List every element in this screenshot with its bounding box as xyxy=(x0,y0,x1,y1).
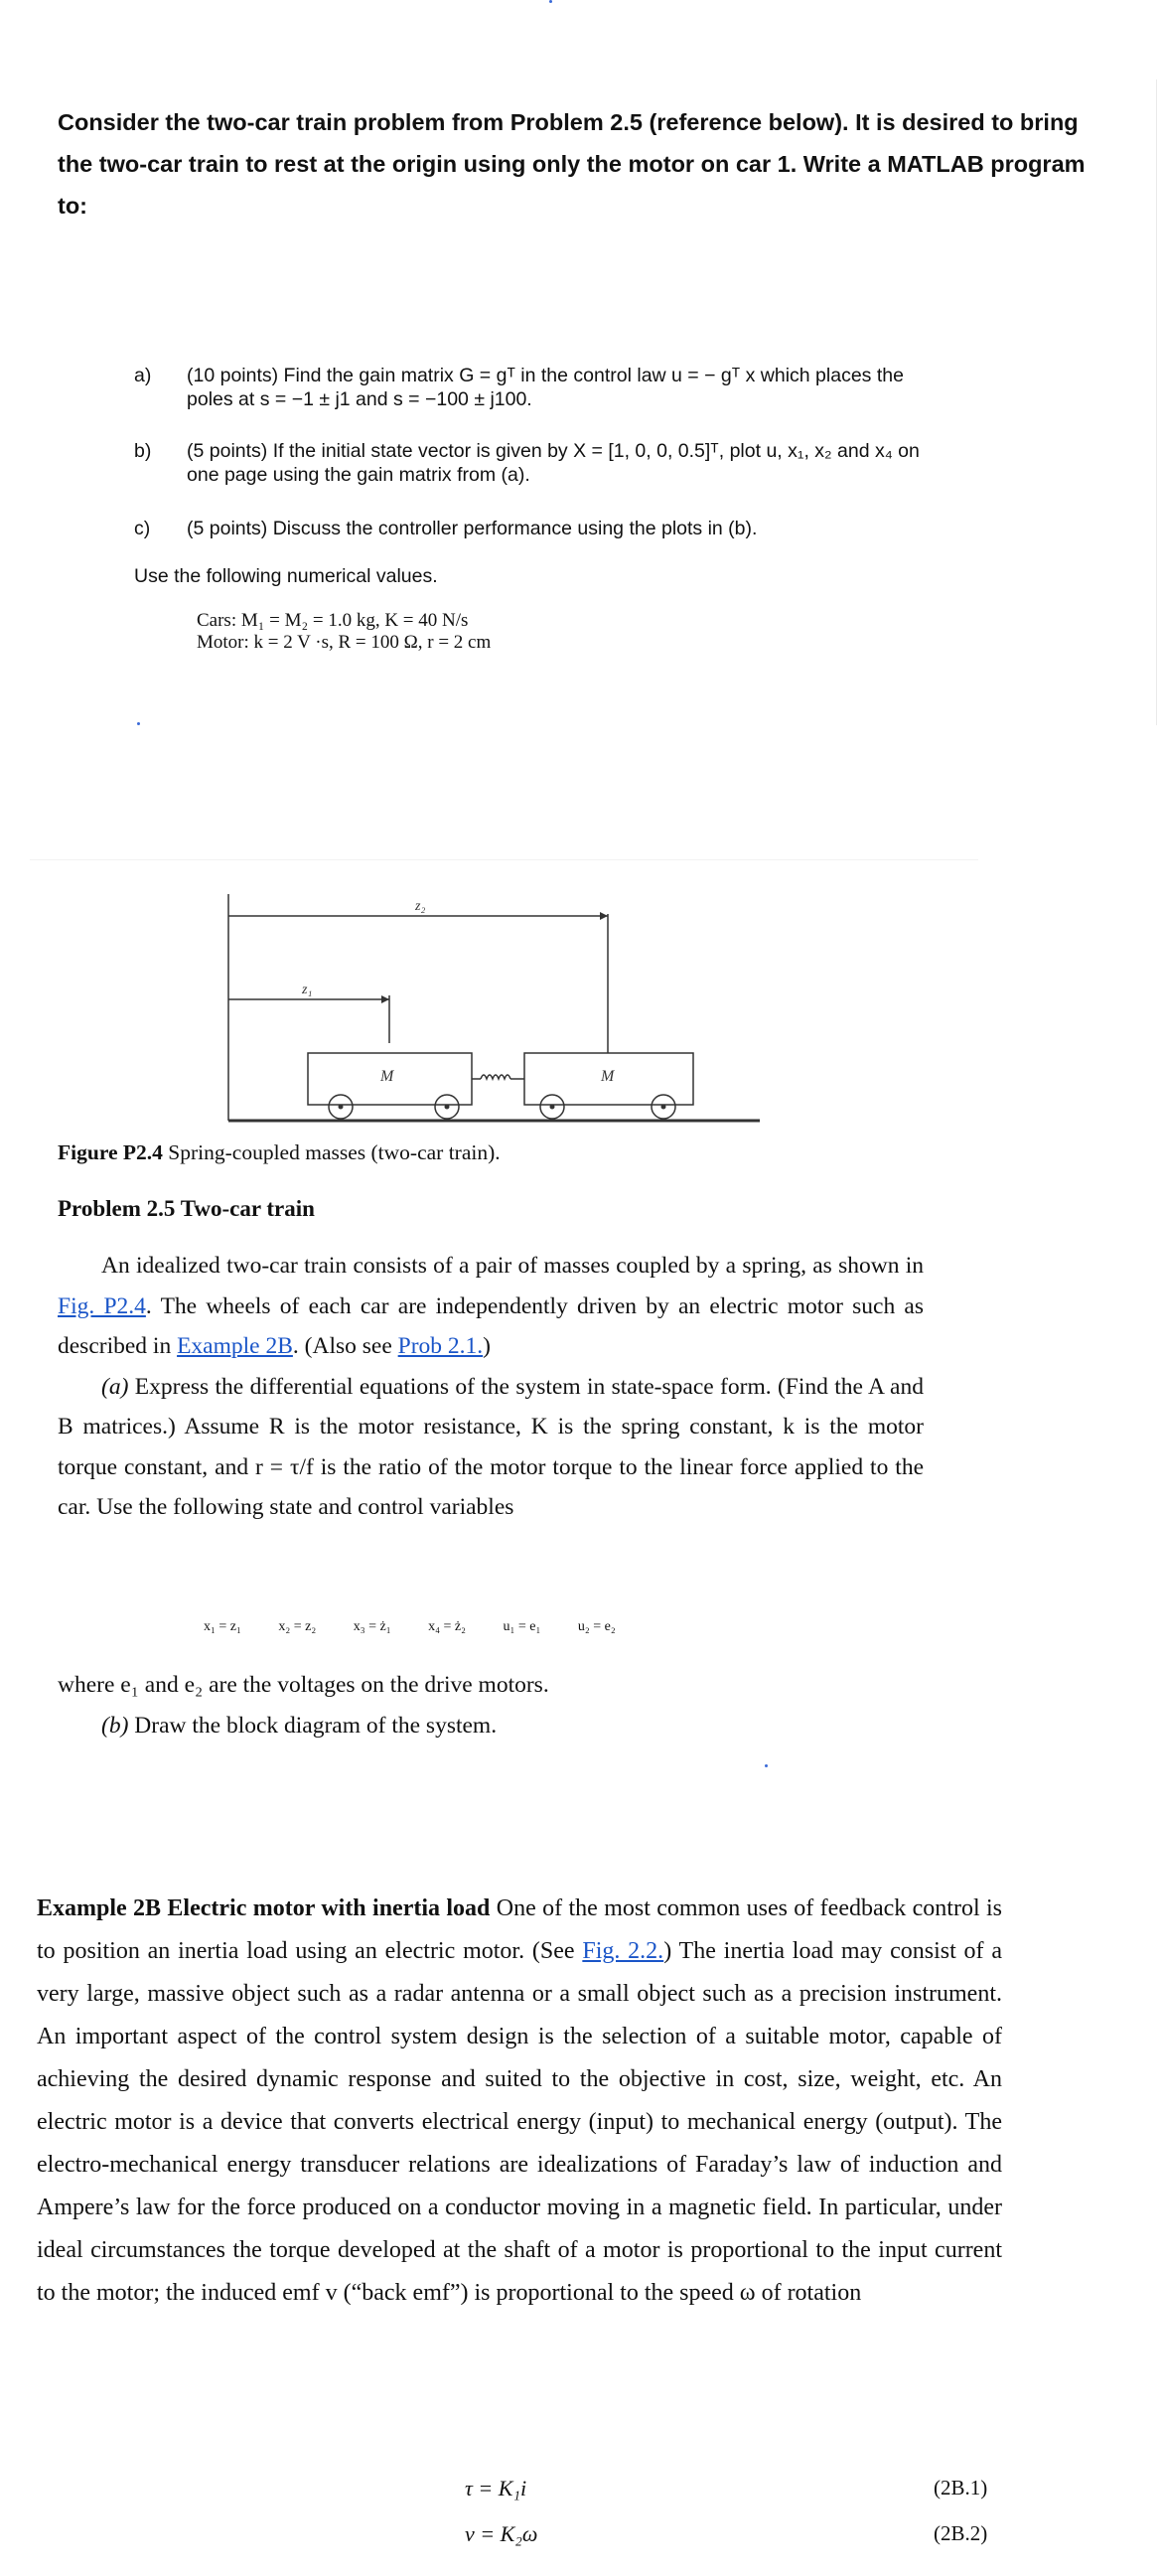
text-run: One of the most common uses of feedback control is to position an inertia load using an electric motor. (See xyxy=(37,1895,1003,1964)
z1-label: z₁ xyxy=(302,983,313,997)
caption-label: Figure P2.4 xyxy=(58,1140,163,1164)
text-run: ) The inertia load may consist of a very large, massive object such as a radar antenna or a small object such as a precision instrument. An important aspect of the control system design is the selection of a suitable motor, capable of achieving the desired dynamic response and suited to the objective in cost, size, weight, etc. An electric motor is a device that converts electrical energy (input) to mechanical energy (output). The electro-mechanical energy transducer relations are idealizations of Faraday’s law of induction and Ampere’s law for the force produced on a conductor moving in a magnetic field. In particular, under ideal circumstances the torque developed at the shaft of a motor is proportional to the input current to the motor; the induced emf v (“back emf”) is proportional to the speed ω of rotation xyxy=(37,1938,1003,2306)
mass-right-label: M xyxy=(601,1068,615,1085)
equation-number: (2B.1) xyxy=(934,2476,988,2500)
motor-values: Motor: k = 2 V ·s, R = 100 Ω, r = 2 cm xyxy=(197,632,492,653)
caption-text: Spring-coupled masses (two-car train). xyxy=(162,1140,501,1164)
stray-dot xyxy=(137,722,140,725)
spring xyxy=(481,1075,510,1079)
question-line2: poles at s = −1 ± j1 and s = −100 ± j100. xyxy=(187,388,532,410)
problem-paragraph-1 xyxy=(58,1246,924,1367)
text-run: Draw the block diagram of the system. xyxy=(128,1712,498,1739)
equation-2b1: τ = K₁i xyxy=(465,2476,527,2500)
example-title: Example 2B Electric motor with inertia load xyxy=(37,1895,491,1921)
cars-values: Cars: M₁ = M₂ = 1.0 kg, K = 40 N/s xyxy=(197,610,469,631)
question-line1: (5 points) Discuss the controller performance using the plots in (b). xyxy=(187,518,758,539)
text-run: Express the differential equations of the system in state-space form. (Find the A and B matrices.) Assume R is the motor resistance, K is the spring constant, k is the motor torque constant, and r = τ/f is the ratio of the motor torque to the linear force applied to the car. Use the following state and control variables xyxy=(58,1373,924,1520)
part-label: (a) xyxy=(101,1373,129,1400)
figure-caption xyxy=(58,1140,501,1165)
z2-label: z₂ xyxy=(415,899,426,914)
numeric-intro: Use the following numerical values. xyxy=(134,565,438,587)
state-var: x₃ = ż₁ xyxy=(353,1619,391,1634)
state-var: u₁ = e₁ xyxy=(503,1619,541,1634)
part-label: (b) xyxy=(101,1712,129,1739)
example-2b xyxy=(37,1888,1002,2315)
equation-2b2: v = K₂ω xyxy=(465,2521,538,2546)
example-2b-link[interactable]: Example 2B xyxy=(177,1333,293,1359)
state-var: x₂ = z₂ xyxy=(278,1619,317,1634)
state-var: x₁ = z₁ xyxy=(204,1619,241,1634)
question-c xyxy=(0,517,1162,542)
section-divider xyxy=(30,859,978,860)
text-run: . (Also see xyxy=(292,1333,398,1359)
fig-2-2-link[interactable]: Fig. 2.2. xyxy=(582,1938,664,1964)
where-text xyxy=(58,1665,549,1745)
question-a xyxy=(0,364,1162,413)
fig-p2-4-link[interactable]: Fig. P2.4 xyxy=(58,1292,146,1319)
question-label: a) xyxy=(134,365,152,386)
question-label: b) xyxy=(134,440,152,462)
text-run: ) xyxy=(483,1333,491,1359)
equation-number: (2B.2) xyxy=(934,2521,988,2545)
prob-2-1-link[interactable]: Prob 2.1. xyxy=(397,1333,484,1359)
mass-left-label: M xyxy=(380,1068,394,1085)
two-car-train-figure xyxy=(218,884,775,1133)
question-label: c) xyxy=(134,518,151,539)
state-var: u₂ = e₂ xyxy=(577,1619,616,1634)
text-run: . The wheels of each car are independently driven by an electric motor such as described in xyxy=(58,1292,924,1359)
numerical-values xyxy=(197,610,491,654)
stray-dot xyxy=(549,0,552,3)
state-var: x₄ = ż₂ xyxy=(428,1619,466,1634)
state-variables xyxy=(204,1619,650,1635)
question-line1: (5 points) If the initial state vector is given by X = [1, 0, 0, 0.5]ᵀ, plot u, x₁, x₂ and x₄ on xyxy=(187,440,920,462)
problem-title: Problem 2.5 Two-car train xyxy=(58,1196,315,1221)
part-b-line xyxy=(58,1706,549,1746)
intro-text: Consider the two-car train problem from Problem 2.5 (reference below). It is desired to bring the two-car train to rest at the origin using only the motor on car 1. Write a MATLAB program to: xyxy=(58,109,1086,219)
problem-body xyxy=(58,1246,924,1528)
question-b xyxy=(0,439,1162,489)
question-line1: (10 points) Find the gain matrix G = gᵀ in the control law u = − gᵀ x which places the xyxy=(187,365,904,386)
text-run: An idealized two-car train consists of a pair of masses coupled by a spring, as shown in xyxy=(101,1253,924,1279)
problem-paragraph-2 xyxy=(58,1367,924,1528)
question-line2: one page using the gain matrix from (a). xyxy=(187,464,530,486)
where-line: where e₁ and e₂ are the voltages on the drive motors. xyxy=(58,1672,549,1698)
stray-dot xyxy=(765,1764,768,1767)
